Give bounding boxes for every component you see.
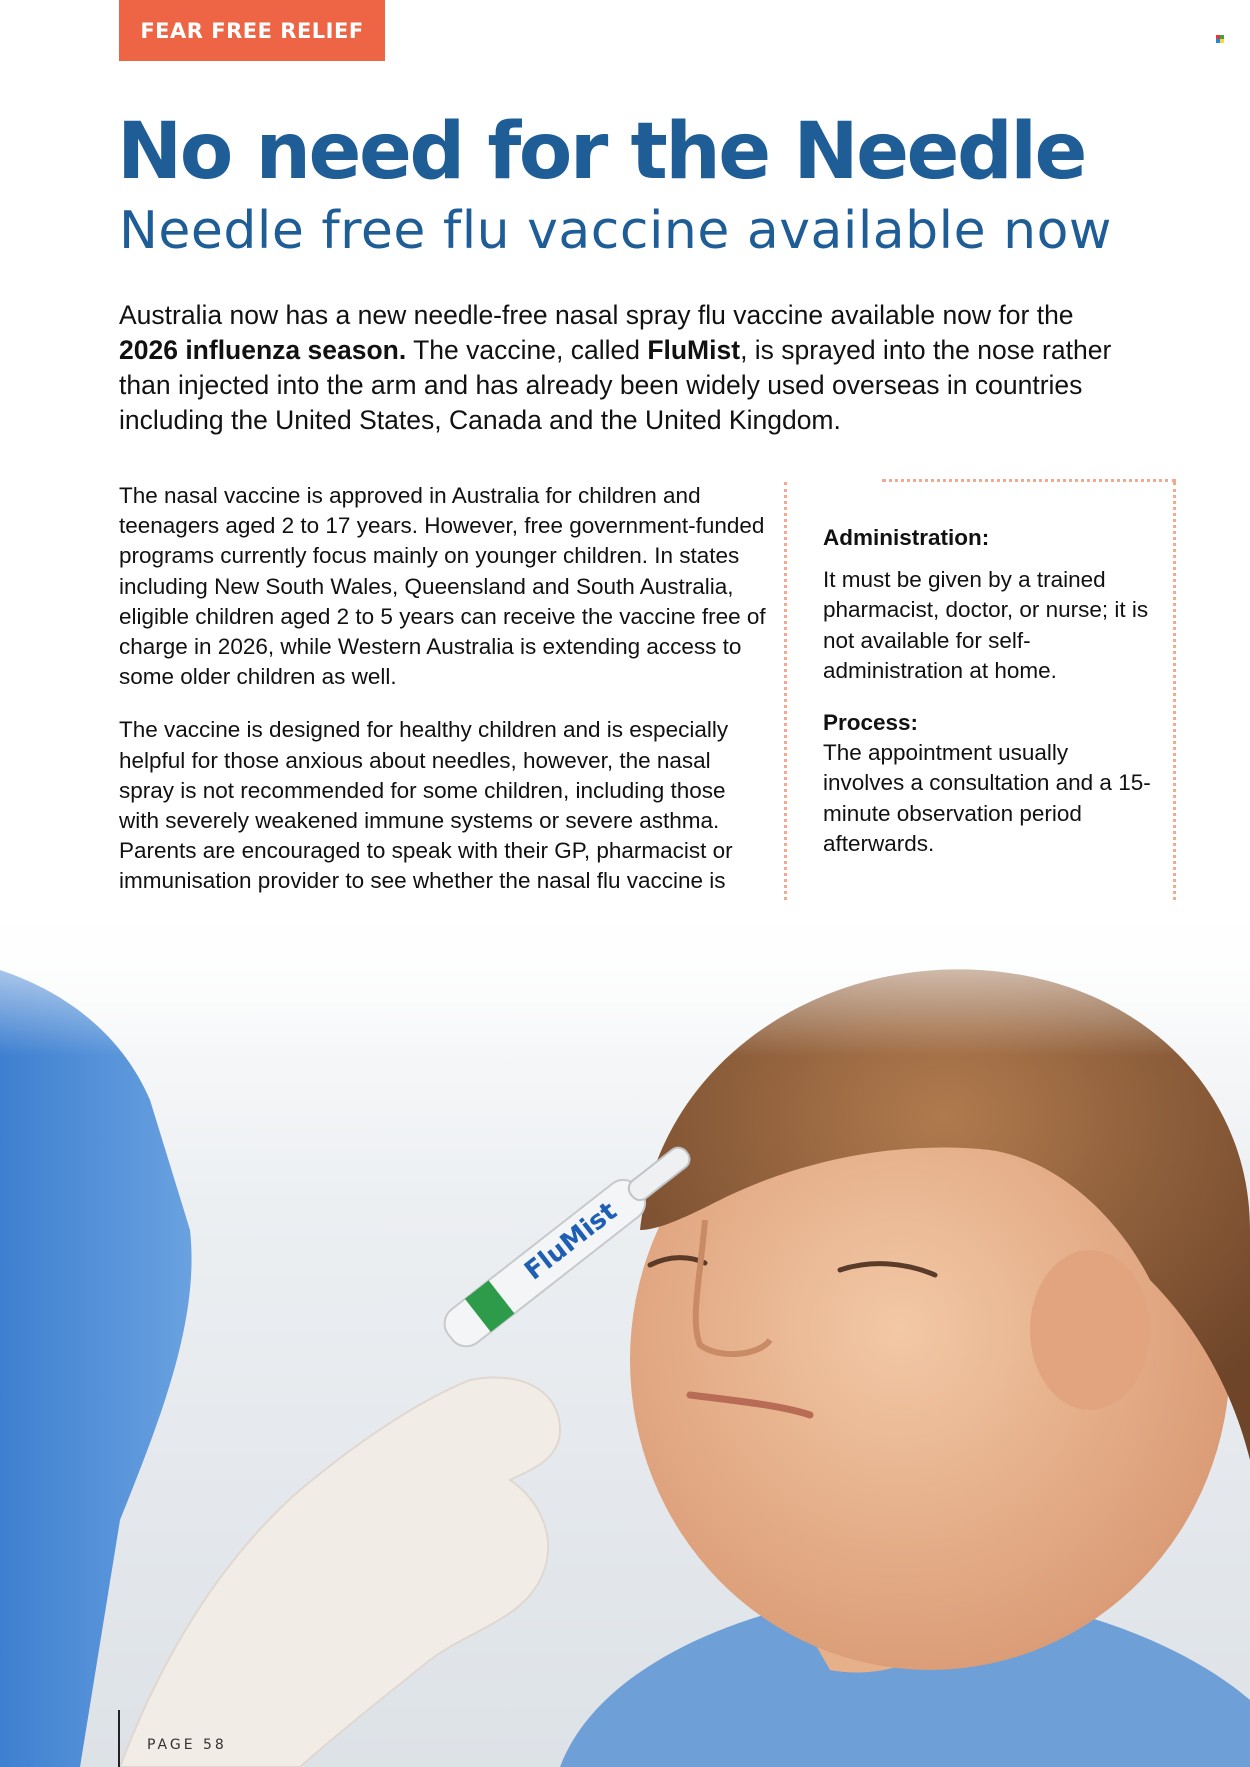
body-paragraph-suitability: The vaccine is designed for healthy children and is especially helpful for those anxious about needles, however, the nasal spray is not recommended for some children, including those with severely weakened immune systems or severe asthma. Parents are encouraged to speak with their GP, pharmacist or immunisation provider to see whether the nasal flu vaccine is <box>119 717 733 894</box>
page-title: No need for the Needle <box>117 107 1085 197</box>
section-tag: FEAR FREE RELIEF <box>119 0 385 61</box>
intro-bold-season: 2026 influenza season. <box>119 335 407 365</box>
process-text: The appointment usually involves a consultation and a 15-minute observation period afterwards. <box>823 740 1151 856</box>
page-subtitle: Needle free flu vaccine available now <box>119 201 1112 261</box>
administration-text: It must be given by a trained pharmacist, doctor, or nurse; it is not available for self-administration at home. <box>823 567 1149 683</box>
sidebar-top-border <box>882 479 1176 482</box>
process-heading: Process: <box>823 710 919 736</box>
color-mark-icon <box>1216 35 1225 43</box>
page-number: PAGE 58 <box>147 1737 227 1753</box>
administration-heading: Administration: <box>823 525 990 550</box>
intro-text-2: The vaccine, called <box>406 335 648 365</box>
sidebar-content <box>823 523 1153 859</box>
intro-paragraph <box>119 298 1119 438</box>
body-column <box>119 481 769 927</box>
intro-bold-flumist: FluMist <box>647 335 741 365</box>
intro-text-3: , is sprayed into the nose rather than injected into the arm and has already been widely used overseas in countries including the United States, Canada and the United Kingdom. <box>119 335 1112 435</box>
hero-photo <box>0 900 1250 1767</box>
intro-text-1: Australia now has a new needle-free nasal spray flu vaccine available now for the <box>119 300 1074 330</box>
footer-divider <box>118 1710 120 1767</box>
body-paragraph-eligibility: The nasal vaccine is approved in Australia for children and teenagers aged 2 to 17 years. However, free government-funded programs currently focus mainly on younger children. In states including New South Wales, Queensland and South Australia, eligible children aged 2 to 5 years can receive the vaccine free of charge in 2026, while Western Australia is extending access to some older children as well. <box>119 483 766 690</box>
